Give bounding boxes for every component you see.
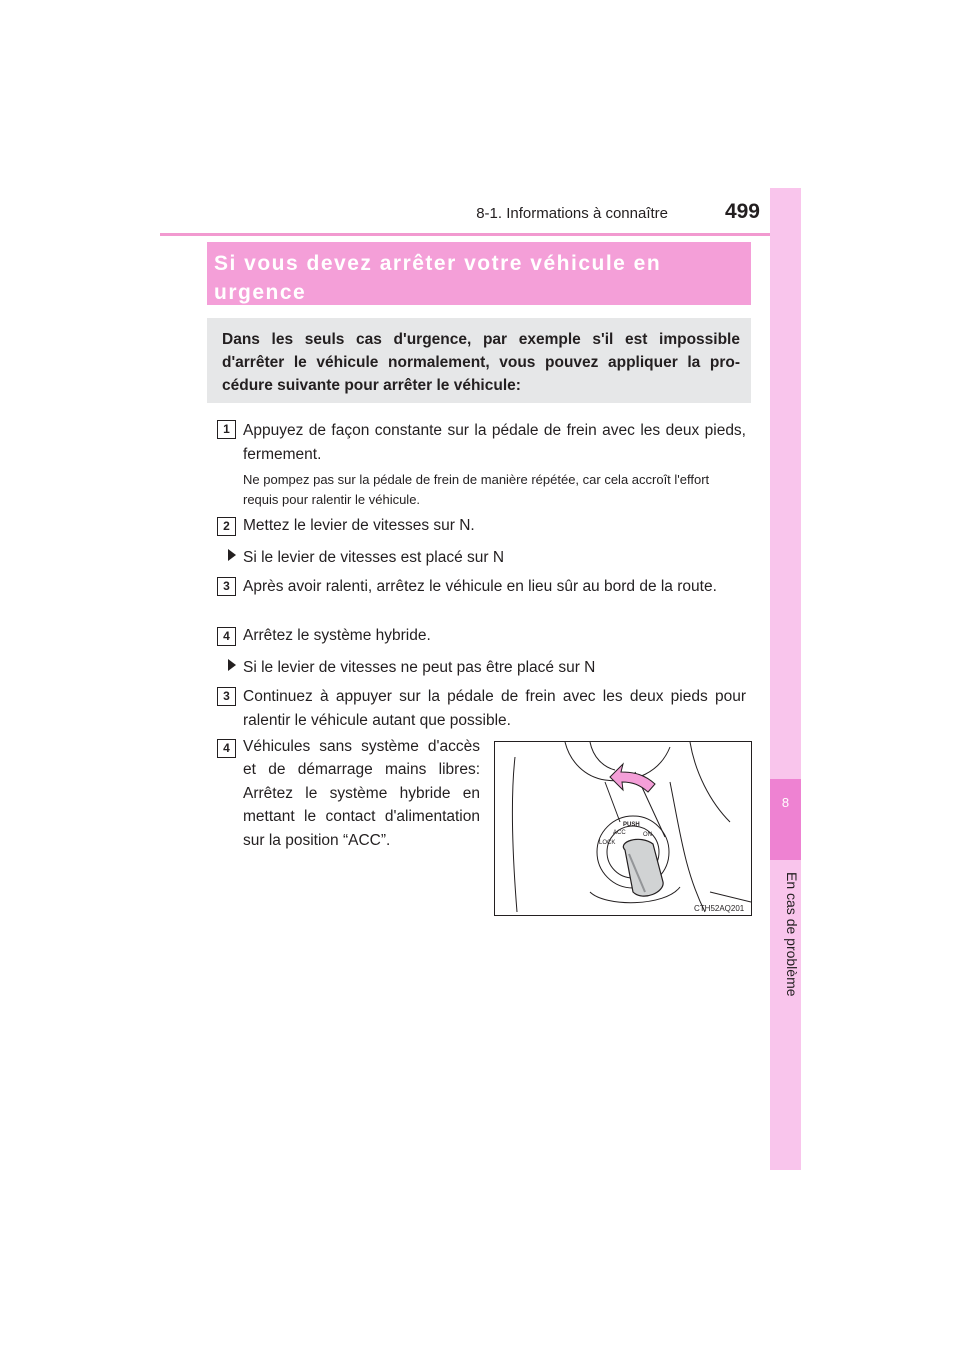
intro-text: Dans les seuls cas d'urgence, par exemple s'il est impossible d'arrêter le véhicule normalement, vous pouvez appliquer la pro-cédure suivante pour arrêter le véhicule: [222,331,740,394]
step-number: 2 [217,517,236,536]
ignition-key-illustration [494,741,752,916]
step-number: 4 [217,739,236,758]
triangle-bullet-icon [228,549,236,561]
step-text: Arrêtez le système hybride. [243,627,431,644]
step-number: 4 [217,627,236,646]
chapter-number: 8 [781,795,790,810]
condition-heading [228,546,504,570]
step-text: Véhicules sans système d'accès et de démarrage mains libres: Arrêtez le système hybride en mettant le contact d'alimentation sur la position “ACC”. [243,738,480,849]
switch-label: ACC [613,830,626,836]
header-rule [160,233,800,236]
step-text: Après avoir ralenti, arrêtez le véhicule en lieu sûr au bord de la route. [243,578,717,595]
page-number: 499 [724,200,760,223]
step-number: 3 [217,687,236,706]
switch-label: PUSH [623,822,640,828]
condition-text: Si le levier de vitesses est placé sur N [243,549,505,566]
triangle-bullet-icon [228,659,236,671]
step-number: 3 [217,577,236,596]
turn-arrow-icon [610,764,655,792]
section-title: Si vous devez arrêter votre véhicule en urgence [214,252,662,304]
switch-label: ON [643,832,652,838]
figure-caption: CTH52AQ201 [694,904,745,913]
step-note: Ne pompez pas sur la pédale de frein de manière répétée, car cela accroît l'effort requis pour ralentir le véhicule. [243,472,710,507]
ignition-switch-drawing [495,742,751,915]
step-text: Mettez le levier de vitesses sur N. [243,517,475,534]
switch-label: LOCK [599,840,616,846]
step-number: 1 [217,420,236,439]
step-text: Continuez à appuyer sur la pédale de frein avec les deux pieds pour ralentir le véhicule autant que possible. [243,688,746,729]
step-text: Appuyez de façon constante sur la pédale de frein avec les deux pieds, fermement. [243,422,746,463]
condition-text: Si le levier de vitesses ne peut pas être placé sur N [243,659,596,676]
chapter-number-box [770,779,801,860]
condition-heading [228,656,595,680]
section-reference: 8-1. Informations à connaître [476,205,668,222]
chapter-label: En cas de problème [784,872,800,997]
